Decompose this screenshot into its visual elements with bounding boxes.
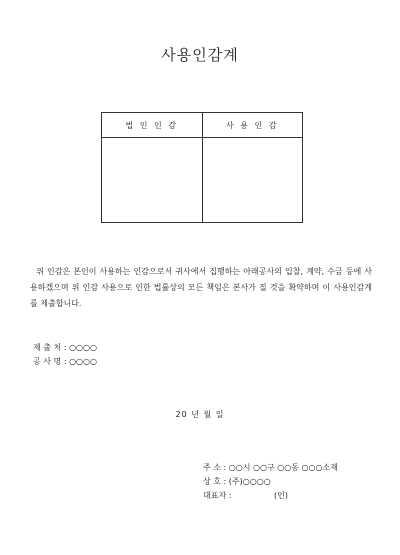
address-label: 주 소 :	[203, 463, 227, 472]
document-title: 사용인감계	[161, 46, 239, 64]
corporate-seal-header: 법 인 인 감	[102, 113, 203, 138]
company-value: (주)○○○○	[228, 477, 271, 486]
date-line: 20 년 월 일	[175, 410, 225, 419]
representative-seal: (인)	[273, 491, 288, 500]
representative-label: 대표자 :	[203, 491, 232, 500]
declaration-paragraph: 위 인감은 본인이 사용하는 인감으로서 귀사에서 집행하는 아래공사의 입찰, 계약, 수금 등에 사용하겠으며 위 인감 사용으로 인한 법률상의 모든 책임은 본사가 질 것을 확약하며 이 사용인감계를 제출합니다.	[30, 267, 372, 308]
submitter-field	[33, 342, 97, 353]
submitter-label: 제 출 처 :	[33, 343, 67, 352]
submitter-value: ○○○○	[69, 343, 97, 352]
used-seal-header: 사 용 인 감	[202, 113, 303, 138]
corporate-seal-box	[102, 138, 203, 223]
project-value: ○○○○	[69, 357, 97, 366]
seal-table	[101, 112, 303, 223]
address-value: ○○시 ○○구 ○○동 ○○○소재	[228, 463, 338, 472]
address-field	[203, 462, 338, 473]
representative-field	[203, 490, 288, 501]
project-label: 공 사 명 :	[33, 357, 67, 366]
company-field	[203, 476, 271, 487]
company-label: 상 호 :	[203, 477, 227, 486]
project-field	[33, 356, 97, 367]
used-seal-box	[202, 138, 303, 223]
